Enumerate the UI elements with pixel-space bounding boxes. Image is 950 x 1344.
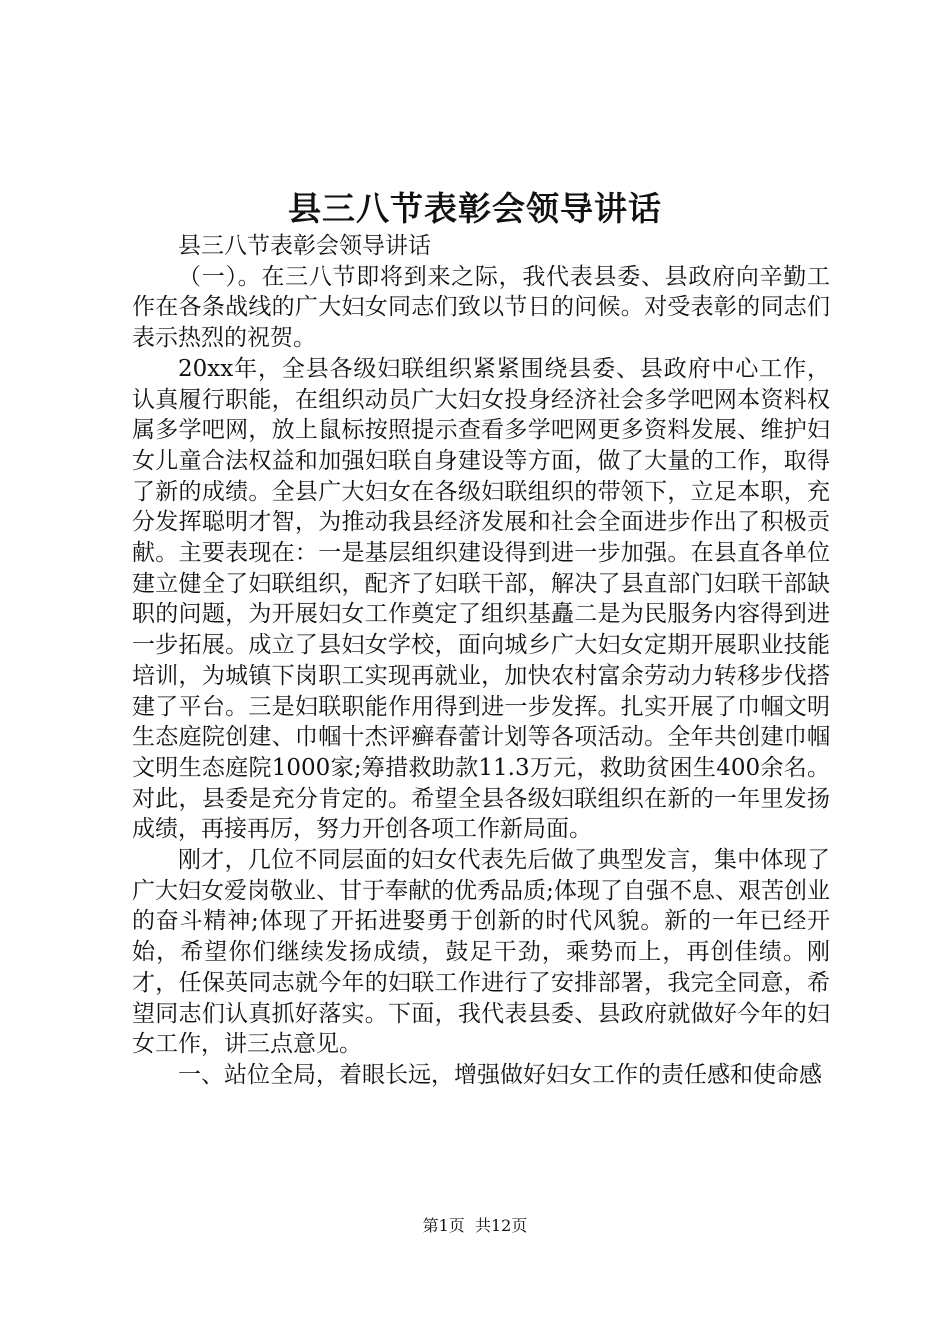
document-title: 县三八节表彰会领导讲话 [288,189,662,228]
paragraph-heading-repeat: 县三八节表彰会领导讲话 [178,233,431,259]
paragraph-achievements: 20xx年，全县各级妇联组织紧紧围绕县委、县政府中心工作，认真履行职能，在组织动员广大妇女投身经济社会多学吧网本资料权属多学吧网，放上鼠标按照提示查看多学吧网更多资料发展、维护妇女儿童合法权益和加强妇联自身建设等方面，做了大量的工作，取得了新的成绩。全县广大妇女在各级妇联组织的带领下，立足本职，充分发挥聪明才智，为推动我县经济发展和社会全面进步作出了积极贡献。主要表现在：一是基层组织建设得到进一步加强。在县直各单位建立健全了妇联组织，配齐了妇联干部，解决了县直部门妇联干部缺职的问题，为开展妇女工作奠定了组织基矗二是为民服务内容得到进一步拓展。成立了县妇女学校，面向城乡广大妇女定期开展职业技能培训，为城镇下岗职工实现再就业，加快农村富余劳动力转移步伐搭建了平台。三是妇联职能作用得到进一步发挥。扎实开展了巾帼文明生态庭院创建、巾帼十杰评癣春蕾计划等各项活动。全年共创建巾帼文明生态庭院1000家;筹措救助款11.3万元，救助贫困生400余名。对此，县委是充分肯定的。希望全县各级妇联组织在新的一年里发扬成绩，再接再厉，努力开创各项工作新局面。 [132,355,830,843]
page-number: 第1页 [422,1216,465,1235]
document-body [132,231,830,1091]
paragraph-greeting: （一）。在三八节即将到来之际，我代表县委、县政府向辛勤工作在各条战线的广大妇女同志们致以节日的问候。对受表彰的同志们表示热烈的祝贺。 [132,263,830,352]
paragraph-section-one: 一、站位全局，着眼长远，增强做好妇女工作的责任感和使命感 [178,1061,822,1088]
paragraph-representatives: 刚才，几位不同层面的妇女代表先后做了典型发言，集中体现了广大妇女爱岗敬业、甘于奉献的优秀品质;体现了自强不息、艰苦创业的奋斗精神;体现了开拓进娶勇于创新的时代风貌。新的一年已经开始，希望你们继续发扬成绩，鼓足干劲，乘势而上，再创佳绩。刚才，任保英同志就今年的妇联工作进行了安排部署，我完全同意，希望同志们认真抓好落实。下面，我代表县委、县政府就做好今年的妇女工作，讲三点意见。 [132,847,830,1058]
page-total: 共12页 [474,1216,528,1235]
page-footer [0,1214,950,1238]
